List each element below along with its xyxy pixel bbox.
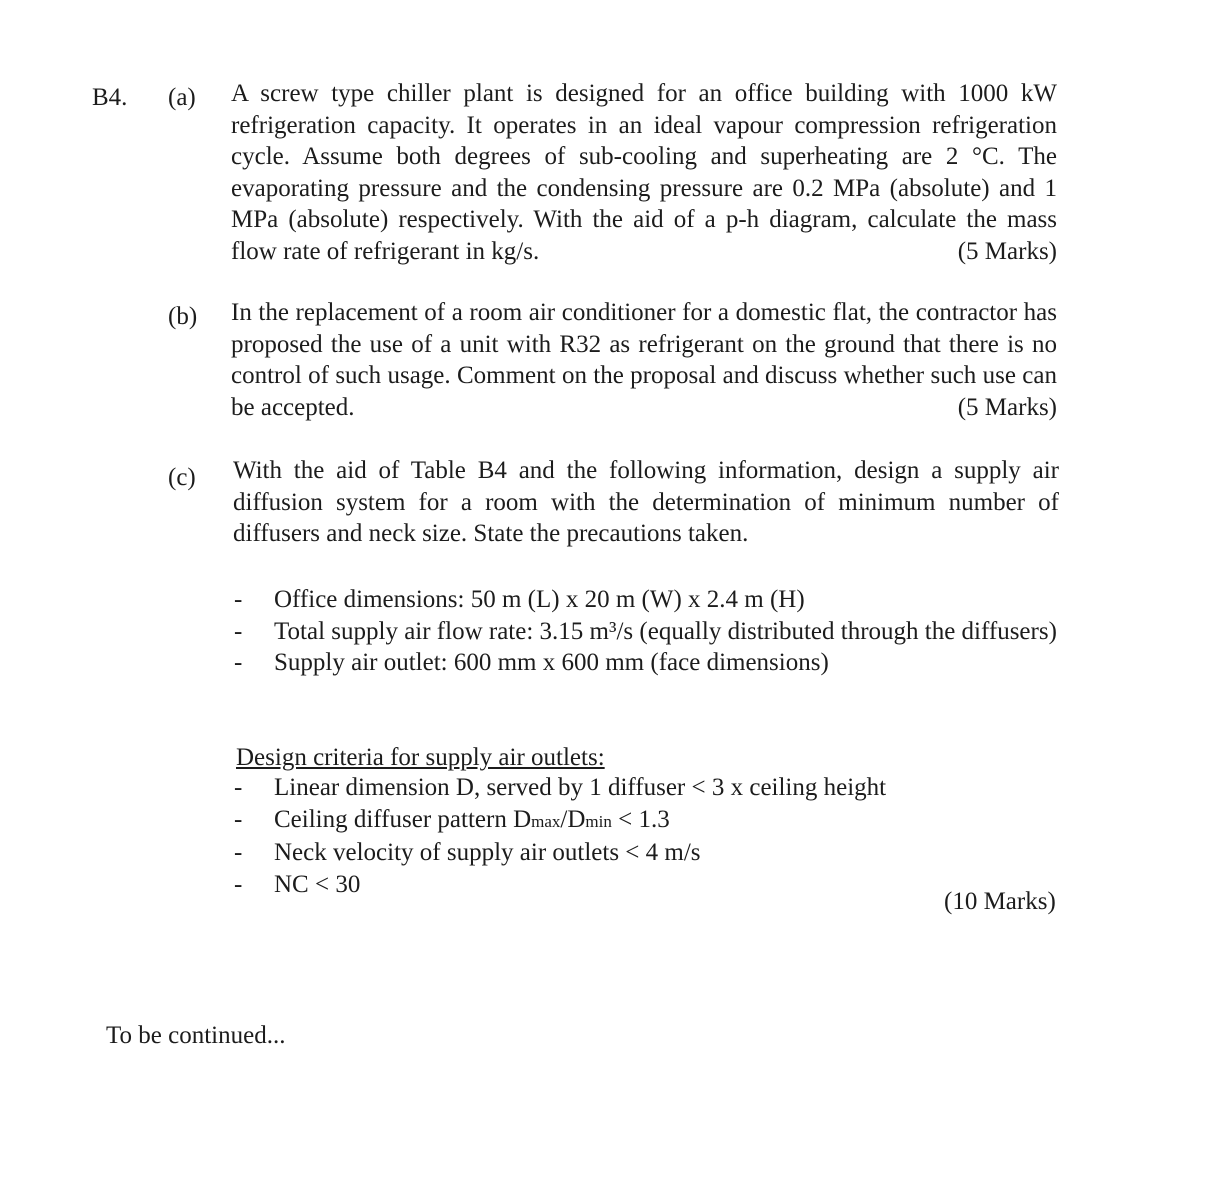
list-item: [234, 869, 886, 901]
list-item: [234, 804, 886, 838]
info-dimensions: Office dimensions: 50 m (L) x 20 m (W) x 2.4 m (H): [274, 586, 805, 613]
part-a-body: A screw type chiller plant is designed for an office building with 1000 kW refrigeration capacity. It operates in an ideal vapour compression refrigeration cycle. Assume both degrees of sub-cooling and superheating are 2 °C. The evaporating pressure and the condensing pressure are 0.2 MPa (absolute) and 1 MPa (absolute) respectively. With the aid of a p-h diagram, calculate the mass flow rate of refrigerant in kg/s.: [231, 80, 1057, 265]
criterion-nc: NC < 30: [274, 870, 361, 898]
part-c-text: [233, 455, 1059, 550]
part-b-marks: (5 Marks): [957, 393, 1057, 421]
list-item: [234, 837, 886, 869]
list-item: [234, 772, 886, 804]
info-list: [234, 584, 1062, 679]
info-airflow: Total supply air flow rate: 3.15 m³/s (equally distributed through the diffusers): [274, 617, 1057, 645]
bullet-dash: -: [234, 617, 243, 645]
criterion-neck: Neck velocity of supply air outlets < 4 m/s: [274, 839, 701, 866]
part-c-marks: (10 Marks): [944, 888, 1056, 915]
part-b-text: [231, 297, 1057, 423]
bullet-dash: -: [234, 649, 243, 676]
list-item: [234, 616, 1062, 648]
part-a-text: [231, 78, 1057, 267]
bullet-dash: -: [234, 774, 243, 801]
criteria-heading: Design criteria for supply air outlets:: [236, 744, 605, 771]
part-c-body: With the aid of Table B4 and the following information, design a supply air diffusion system for a room with the determination of minimum number of diffusers and neck size. State the precautions taken.: [233, 457, 1059, 547]
part-b-label: (b): [168, 303, 198, 330]
pattern-mid: /D: [560, 805, 586, 833]
criterion-linear: Linear dimension D, served by 1 diffuser < 3 x ceiling height: [274, 774, 887, 801]
criterion-pattern: [274, 806, 670, 833]
part-a-marks: (5 Marks): [957, 237, 1057, 265]
pattern-sub-min: min: [585, 811, 612, 831]
part-b-body: In the replacement of a room air conditioner for a domestic flat, the contractor has proposed the use of a unit with R32 as refrigerant on the ground that there is no control of such usage. Comment on the proposal and discuss whether such use can be accepted.: [231, 299, 1057, 421]
part-c-label: (c): [168, 464, 196, 491]
pattern-prefix: Ceiling diffuser pattern D: [274, 805, 532, 833]
bullet-dash: -: [234, 870, 243, 898]
criteria-list: [234, 772, 886, 900]
bullet-dash: -: [234, 586, 243, 613]
list-item: [234, 584, 1062, 616]
pattern-sub-max: max: [531, 811, 561, 831]
part-a-label: (a): [168, 84, 196, 111]
bullet-dash: -: [234, 839, 243, 866]
footer-continued: To be continued...: [106, 1022, 286, 1049]
list-item: [234, 647, 1062, 679]
pattern-suffix: < 1.3: [611, 805, 670, 833]
question-number: B4.: [92, 84, 128, 111]
info-outlet: Supply air outlet: 600 mm x 600 mm (face dimensions): [274, 649, 829, 676]
bullet-dash: -: [234, 805, 243, 833]
